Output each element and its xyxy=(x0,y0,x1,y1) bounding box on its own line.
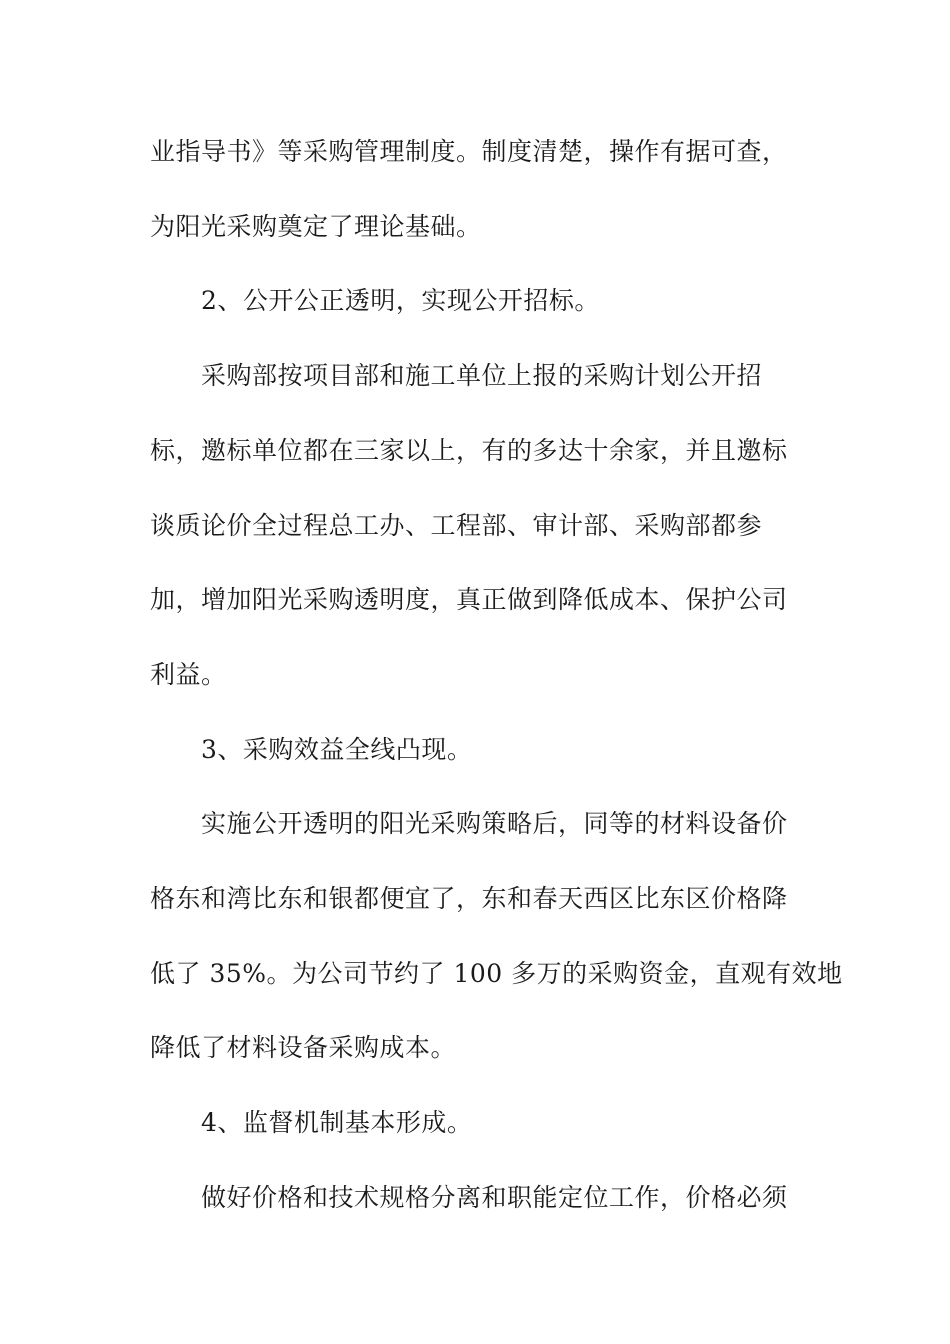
text-line: 加，增加阳光采购透明度，真正做到降低成本、保护公司 xyxy=(150,585,788,614)
text-line: 业指导书》等采购管理制度。制度清楚，操作有据可查， xyxy=(150,137,788,166)
text-line: 谈质论价全过程总工办、工程部、审计部、采购部都参 xyxy=(150,511,763,540)
section-heading: 4、监督机制基本形成。 xyxy=(201,1108,473,1137)
section-heading: 2、公开公正透明，实现公开招标。 xyxy=(201,286,600,315)
text-line: 降低了材料设备采购成本。 xyxy=(150,1033,457,1062)
text-line: 为阳光采购奠定了理论基础。 xyxy=(150,212,482,241)
text-line: 实施公开透明的阳光采购策略后，同等的材料设备价 xyxy=(201,809,788,838)
text-line: 格东和湾比东和银都便宜了，东和春天西区比东区价格降 xyxy=(150,884,788,913)
text-line: 利益。 xyxy=(150,660,227,689)
text-line: 做好价格和技术规格分离和职能定位工作，价格必须 xyxy=(201,1183,788,1212)
text-line: 标，邀标单位都在三家以上，有的多达十余家，并且邀标 xyxy=(150,436,788,465)
section-heading: 3、采购效益全线凸现。 xyxy=(201,735,473,764)
text-line: 低了 35%。为公司节约了 100 多万的采购资金，直观有效地 xyxy=(150,959,843,988)
text-line: 采购部按项目部和施工单位上报的采购计划公开招 xyxy=(201,361,763,390)
